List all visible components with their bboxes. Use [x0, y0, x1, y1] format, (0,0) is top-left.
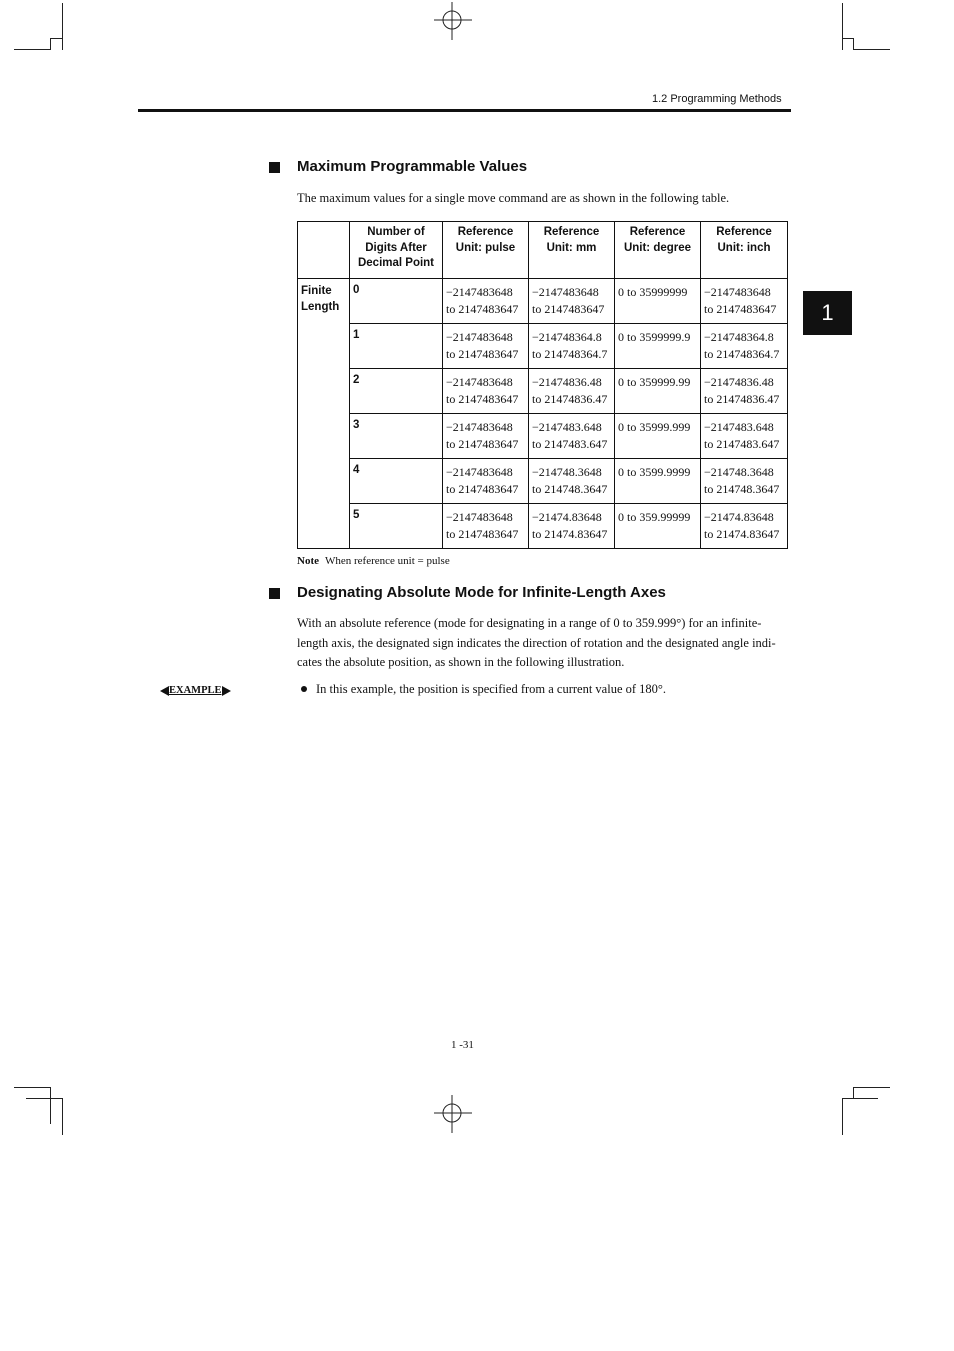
crop-mark — [842, 1098, 878, 1099]
digits-cell: 2 — [350, 369, 443, 414]
table-header-cell: Reference Unit: inch — [701, 222, 788, 279]
pulse-range-cell: −2147483648 to 2147483647 — [443, 414, 529, 459]
mm-range-cell: −21474836.48 to 21474836.47 — [529, 369, 615, 414]
row-label-cell: Finite Length — [298, 279, 350, 549]
triangle-left-icon — [160, 686, 169, 696]
pulse-range-cell: −2147483648 to 2147483647 — [443, 459, 529, 504]
section-intro: The maximum values for a single move command are as shown in the following table. — [297, 191, 730, 205]
chapter-tab: 1 — [803, 291, 852, 335]
digits-cell: 0 — [350, 279, 443, 324]
inch-range-cell: −2147483648 to 2147483647 — [701, 279, 788, 324]
crop-mark — [14, 49, 51, 50]
pulse-range-cell: −2147483648 to 2147483647 — [443, 279, 529, 324]
crop-mark — [842, 1098, 843, 1135]
crop-mark — [62, 1098, 63, 1135]
table-row — [298, 369, 788, 414]
table-header-cell — [298, 222, 350, 279]
note-text: When reference unit = pulse — [325, 555, 450, 567]
section-body — [297, 614, 776, 673]
page-number: 1 -31 — [451, 1039, 474, 1051]
example-marker — [160, 685, 231, 696]
table-header-cell: Reference Unit: degree — [615, 222, 701, 279]
inch-range-cell: −21474.83648 to 21474.83647 — [701, 504, 788, 549]
section-title: Designating Absolute Mode for Infinite-Length Axes — [297, 584, 666, 601]
crop-mark — [853, 49, 890, 50]
inch-range-cell: −214748364.8 to 214748364.7 — [701, 324, 788, 369]
table-row — [298, 414, 788, 459]
crop-mark — [50, 38, 51, 50]
triangle-right-icon — [222, 686, 231, 696]
digits-cell: 5 — [350, 504, 443, 549]
pulse-range-cell: −2147483648 to 2147483647 — [443, 369, 529, 414]
table-header-cell: Number of Digits After Decimal Point — [350, 222, 443, 279]
crop-mark — [853, 38, 854, 50]
digits-cell: 4 — [350, 459, 443, 504]
degree-range-cell: 0 to 35999999 — [615, 279, 701, 324]
crop-mark — [62, 3, 63, 50]
header-rule — [138, 109, 791, 112]
table-row — [298, 459, 788, 504]
crop-mark — [50, 38, 63, 39]
max-values-table — [297, 221, 788, 549]
mm-range-cell: −2147483648 to 2147483647 — [529, 279, 615, 324]
section-title: Maximum Programmable Values — [297, 158, 528, 175]
crop-mark — [853, 1087, 890, 1088]
body-line: length axis, the designated sign indicates the direction of rotation and the designated angle indi- — [297, 635, 776, 650]
table-note — [297, 555, 450, 567]
example-bullet-text: In this example, the position is specified from a current value of 180°. — [316, 682, 667, 696]
inch-range-cell: −21474836.48 to 21474836.47 — [701, 369, 788, 414]
running-header: 1.2 Programming Methods — [652, 93, 782, 105]
mm-range-cell: −21474.83648 to 21474.83647 — [529, 504, 615, 549]
body-line: With an absolute reference (mode for designating in a range of 0 to 359.999°) for an infinite- — [297, 616, 762, 630]
example-label: EXAMPLE — [169, 685, 222, 696]
registration-mark-bottom — [432, 1093, 474, 1135]
bullet-icon — [301, 686, 307, 692]
registration-mark-top — [432, 0, 474, 42]
crop-mark — [26, 1098, 63, 1099]
digits-cell: 3 — [350, 414, 443, 459]
pulse-range-cell: −2147483648 to 2147483647 — [443, 324, 529, 369]
degree-range-cell: 0 to 359.99999 — [615, 504, 701, 549]
degree-range-cell: 0 to 3599999.9 — [615, 324, 701, 369]
table-row — [298, 279, 788, 324]
mm-range-cell: −214748364.8 to 214748364.7 — [529, 324, 615, 369]
body-line: cates the absolute position, as shown in the following illustration. — [297, 655, 625, 669]
table-row — [298, 324, 788, 369]
crop-mark — [842, 38, 854, 39]
degree-range-cell: 0 to 359999.99 — [615, 369, 701, 414]
degree-range-cell: 0 to 3599.9999 — [615, 459, 701, 504]
table-row — [298, 504, 788, 549]
table-header-row — [298, 222, 788, 279]
table-header-cell: Reference Unit: mm — [529, 222, 615, 279]
crop-mark — [842, 3, 843, 50]
pulse-range-cell: −2147483648 to 2147483647 — [443, 504, 529, 549]
section-bullet-icon — [269, 162, 280, 173]
note-label: Note — [297, 555, 319, 567]
degree-range-cell: 0 to 35999.999 — [615, 414, 701, 459]
inch-range-cell: −214748.3648 to 214748.3647 — [701, 459, 788, 504]
mm-range-cell: −214748.3648 to 214748.3647 — [529, 459, 615, 504]
inch-range-cell: −2147483.648 to 2147483.647 — [701, 414, 788, 459]
mm-range-cell: −2147483.648 to 2147483.647 — [529, 414, 615, 459]
crop-mark — [14, 1087, 51, 1088]
crop-mark — [50, 1087, 51, 1124]
table-header-cell: Reference Unit: pulse — [443, 222, 529, 279]
section-bullet-icon — [269, 588, 280, 599]
digits-cell: 1 — [350, 324, 443, 369]
